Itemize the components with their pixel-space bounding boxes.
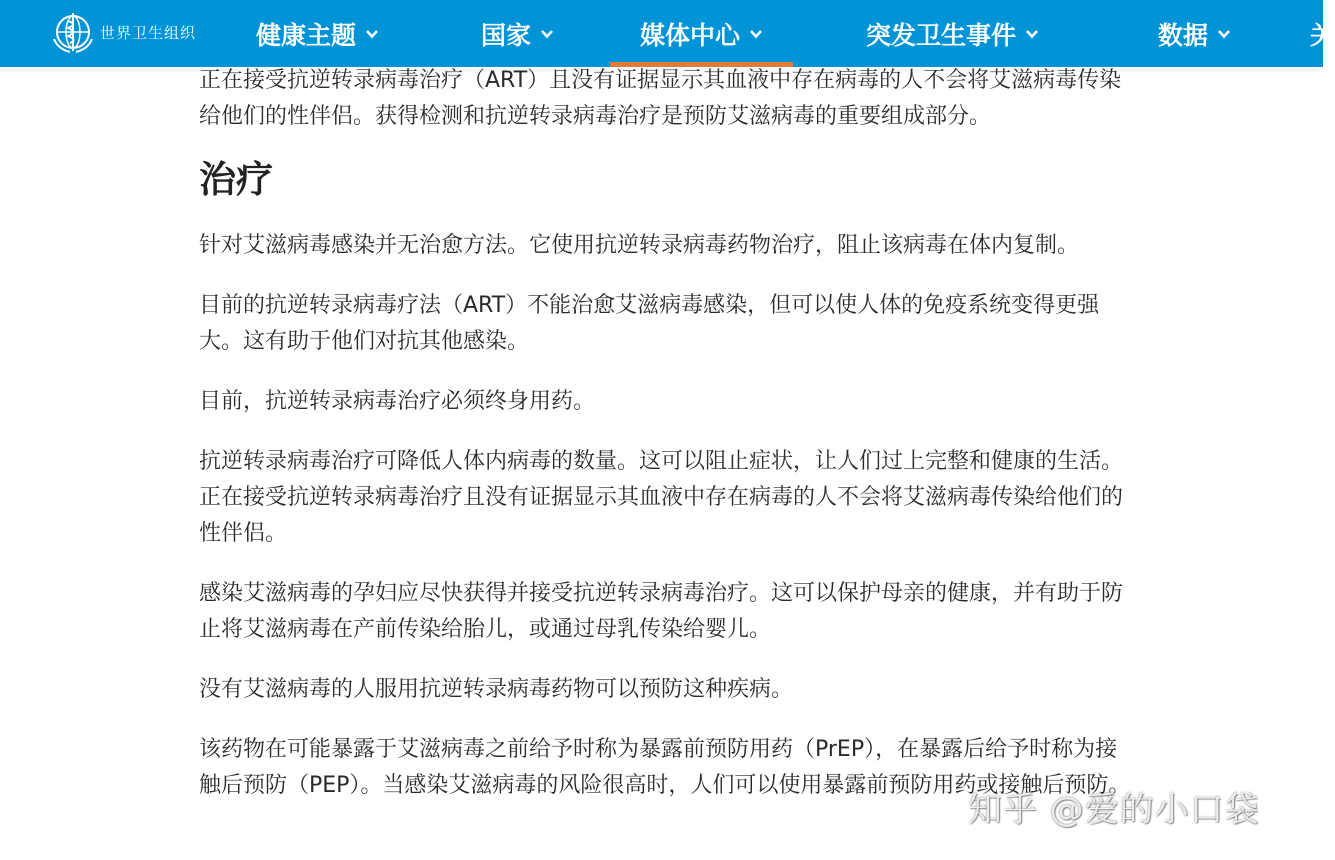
article-body <box>199 63 1139 804</box>
chevron-down-icon <box>365 27 379 41</box>
nav-emergencies[interactable] <box>866 0 1039 67</box>
paragraph: 目前的抗逆转录病毒疗法（ART）不能治愈艾滋病毒感染，但可以使人体的免疫系统变得更强大。这有助于他们对抗其他感染。 <box>199 293 1100 354</box>
paragraph: 没有艾滋病毒的人服用抗逆转录病毒药物可以预防这种疾病。 <box>199 677 794 702</box>
who-emblem-icon <box>48 9 98 55</box>
paragraph: 感染艾滋病毒的孕妇应尽快获得并接受抗逆转录病毒治疗。这可以保护母亲的健康，并有助于防止将艾滋病毒在产前传染给胎儿，或通过母乳传染给婴儿。 <box>199 581 1124 642</box>
chevron-down-icon <box>749 27 763 41</box>
paragraph: 该药物在可能暴露于艾滋病毒之前给予时称为暴露前预防用药（PrEP），在暴露后给予时称为接触后预防（PEP）。当感染艾滋病毒的风险很高时，人们可以使用暴露前预防用药或接触后预防。 <box>199 737 1131 798</box>
nav-media-centre[interactable] <box>640 0 763 67</box>
top-navigation-bar <box>0 0 1335 67</box>
nav-label: 突发卫生事件 <box>866 20 1017 50</box>
section-heading: 治疗 <box>199 158 273 201</box>
chevron-down-icon <box>1025 27 1039 41</box>
intro-paragraph: 正在接受抗逆转录病毒治疗（ART）且没有证据显示其血液中存在病毒的人不会将艾滋病毒传染给他们的性伴侣。获得检测和抗逆转录病毒治疗是预防艾滋病毒的重要组成部分。 <box>199 68 1122 129</box>
nav-label: 媒体中心 <box>640 20 741 50</box>
chevron-down-icon <box>1217 27 1231 41</box>
paragraph: 抗逆转录病毒治疗可降低人体内病毒的数量。这可以阻止症状，让人们过上完整和健康的生活。正在接受抗逆转录病毒治疗且没有证据显示其血液中存在病毒的人不会将艾滋病毒传染给他们的性伴侣。 <box>199 449 1124 546</box>
nav-data[interactable] <box>1158 0 1231 67</box>
nav-label: 国家 <box>481 20 532 50</box>
nav-label: 数据 <box>1158 20 1209 50</box>
logo-text: 世界卫生组织 <box>100 23 197 42</box>
nav-health-topics[interactable] <box>256 0 379 67</box>
nav-countries[interactable] <box>481 0 554 67</box>
zhihu-watermark: 知乎 @爱的小口袋 <box>968 790 1260 830</box>
nav-label: 健康主题 <box>256 20 357 50</box>
nav-label: 关 <box>1310 20 1335 50</box>
paragraph: 目前，抗逆转录病毒治疗必须终身用药。 <box>199 389 596 414</box>
paragraph: 针对艾滋病毒感染并无治愈方法。它使用抗逆转录病毒药物治疗，阻止该病毒在体内复制。 <box>199 233 1080 258</box>
chevron-down-icon <box>540 27 554 41</box>
who-logo[interactable] <box>48 8 196 56</box>
nav-about-clipped[interactable] <box>1310 0 1335 67</box>
